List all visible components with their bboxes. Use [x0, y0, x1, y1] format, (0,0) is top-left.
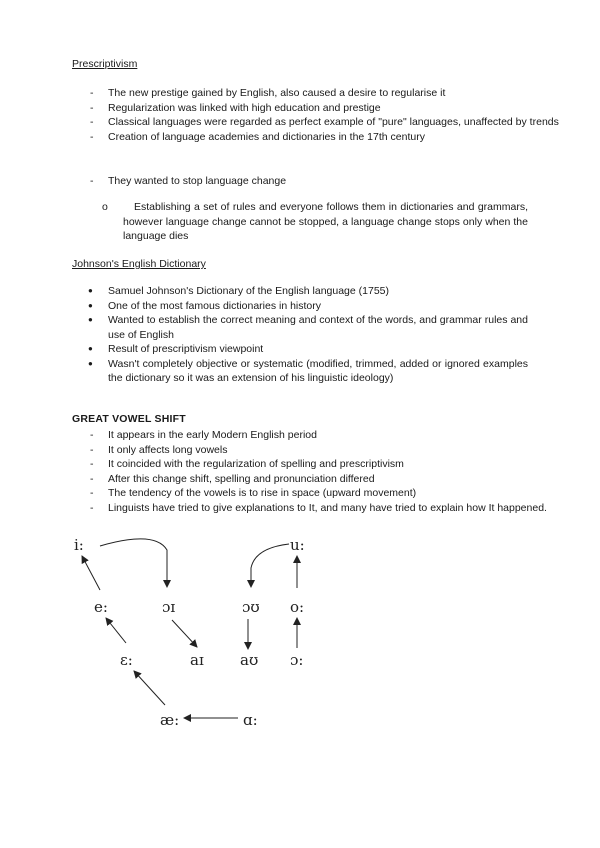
vowel-epsilon: ɛ: — [120, 651, 133, 669]
vowel-ou: ɔʊ — [242, 598, 260, 616]
list-item: ● Wasn't completely objective or systematic (modified, trimmed, added or ignored examples the dictionary so it was an extension of his linguistic ideology) — [0, 357, 600, 386]
list-item: - Linguists have tried to give explanations to It, and many have tried to explain how It happened. — [0, 501, 600, 516]
list-item: - Classical languages were regarded as perfect example of "pure" languages, unaffected by trends — [0, 115, 600, 130]
arrow-eps-to-e — [106, 618, 126, 643]
sub-bullet-marker: o — [102, 201, 108, 213]
gvs-list — [0, 428, 600, 515]
prescriptivism-list-2 — [0, 174, 600, 189]
list-item: - Regularization was linked with high education and prestige — [0, 101, 600, 116]
list-item: ● Wanted to establish the correct meaning and context of the words, and grammar rules and use of English — [0, 313, 600, 342]
johnson-heading: Johnson's English Dictionary — [72, 258, 206, 270]
gvs-heading: GREAT VOWEL SHIFT — [72, 413, 186, 425]
vowel-u: u: — [290, 536, 305, 554]
list-item: - Creation of language academies and dictionaries in the 17th century — [0, 130, 600, 145]
vowel-ai: aɪ — [190, 651, 204, 669]
sub-bullet — [90, 200, 528, 244]
sub-bullet-text: Establishing a set of rules and everyone follows them in dictionaries and grammars, however language change cannot be stopped, a language change stops only when the language dies — [123, 201, 528, 242]
vowel-au: aʊ — [240, 651, 259, 669]
arrow-i-to-oi — [100, 539, 167, 587]
vowel-o: o: — [290, 598, 305, 616]
vowel-ae: æ: — [160, 711, 180, 728]
list-item: - It coincided with the regularization of spelling and prescriptivism — [0, 457, 600, 472]
list-item: ● Result of prescriptivism viewpoint — [0, 342, 600, 357]
arrow-e-to-i — [82, 556, 100, 590]
list-item: ● One of the most famous dictionaries in history — [0, 299, 600, 314]
prescriptivism-list — [0, 86, 600, 144]
arrow-ae-to-eps — [134, 671, 165, 705]
vowel-e: e: — [94, 598, 108, 616]
arrow-oi-to-ai — [172, 620, 197, 647]
arrow-u-to-ou — [251, 544, 289, 587]
list-item: - It appears in the early Modern English period — [0, 428, 600, 443]
vowel-shift-diagram — [0, 528, 600, 728]
list-item: - They wanted to stop language change — [0, 174, 600, 189]
list-item: - The tendency of the vowels is to rise in space (upward movement) — [0, 486, 600, 501]
vowel-oi: ɔɪ — [162, 598, 176, 616]
list-item: - The new prestige gained by English, also caused a desire to regularise it — [0, 86, 600, 101]
list-item: - After this change shift, spelling and pronunciation differed — [0, 472, 600, 487]
prescriptivism-heading: Prescriptivism — [72, 58, 138, 70]
vowel-a-long: ɑ: — [243, 711, 258, 728]
list-item: ● Samuel Johnson's Dictionary of the English language (1755) — [0, 284, 600, 299]
johnson-list — [0, 284, 600, 386]
vowel-open-o: ɔ: — [290, 651, 304, 669]
list-item: - It only affects long vowels — [0, 443, 600, 458]
vowel-i: i: — [74, 536, 84, 554]
